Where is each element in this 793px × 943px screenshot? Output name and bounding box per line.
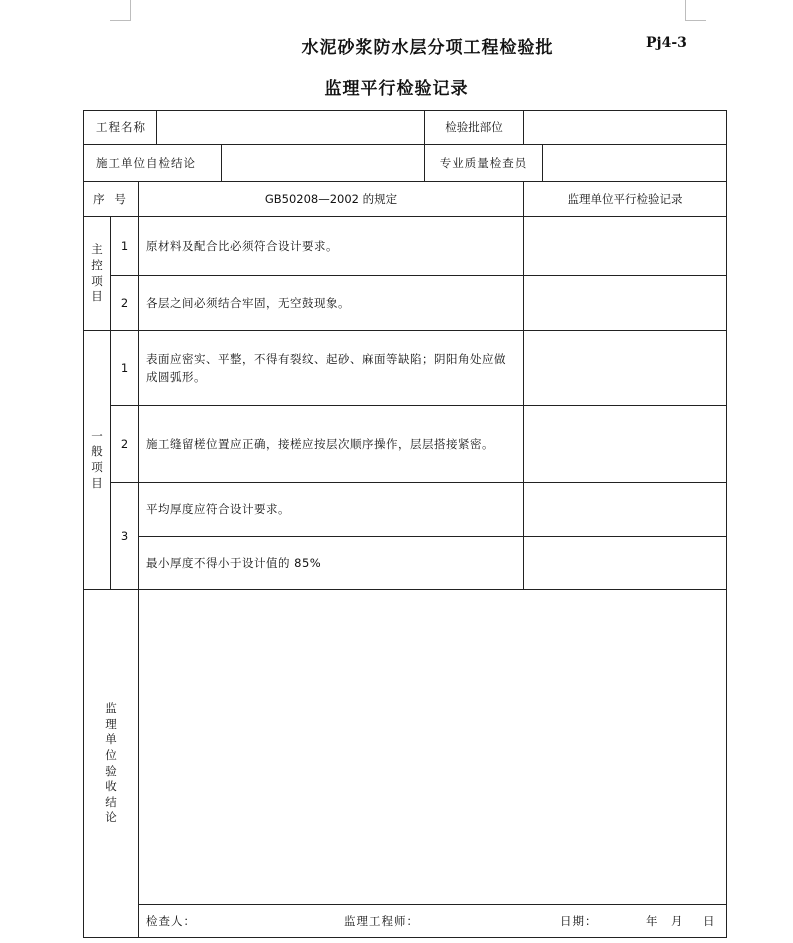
item-requirement: 最小厚度不得小于设计值的 85%	[139, 537, 524, 590]
date-year: 年	[646, 913, 659, 928]
item-number: 1	[111, 331, 139, 406]
batch-location-field[interactable]	[524, 111, 727, 145]
crop-mark-left	[110, 0, 131, 21]
item-number: 2	[111, 276, 139, 331]
main-control-group-label: 主 控 项 目	[84, 217, 111, 331]
col-record-header: 监理单位平行检验记录	[524, 182, 727, 217]
supervision-conclusion-body[interactable]	[139, 590, 727, 905]
date-month: 月	[671, 913, 684, 928]
item-number: 3	[111, 483, 139, 590]
record-cell[interactable]	[524, 483, 727, 537]
col-seq-header: 序 号	[84, 182, 139, 217]
contractor-conclusion-label: 施工单位自检结论	[84, 145, 222, 182]
general-item-row	[84, 406, 727, 483]
signature-line	[139, 905, 727, 938]
general-item-row	[84, 483, 727, 537]
general-item-row	[84, 331, 727, 406]
item-requirement: 原材料及配合比必须符合设计要求。	[139, 217, 524, 276]
header-row	[84, 182, 727, 217]
inspector-label: 检查人：	[146, 913, 196, 928]
main-item-row	[84, 276, 727, 331]
batch-location-label: 检验批部位	[425, 111, 524, 145]
record-cell[interactable]	[524, 406, 727, 483]
record-cell[interactable]	[524, 276, 727, 331]
project-name-label: 工程名称	[84, 111, 157, 145]
general-group-label: 一 般 项 目	[84, 331, 111, 590]
signature-row	[84, 905, 727, 938]
conclusion-row	[84, 145, 727, 182]
quality-inspector-label: 专业质量检查员	[425, 145, 543, 181]
crop-mark-right	[685, 0, 706, 21]
date-day: 日	[703, 913, 716, 928]
engineer-label: 监理工程师：	[344, 913, 419, 928]
project-row	[84, 111, 727, 145]
item-number: 1	[111, 217, 139, 276]
record-cell[interactable]	[524, 331, 727, 406]
record-cell[interactable]	[524, 537, 727, 590]
quality-inspector-field[interactable]	[543, 145, 726, 181]
item-requirement: 施工缝留槎位置应正确，接槎应按层次顺序操作，层层搭接紧密。	[139, 406, 524, 483]
inspection-record-table	[83, 110, 727, 938]
document-title: 水泥砂浆防水层分项工程检验批	[301, 38, 554, 58]
item-requirement: 平均厚度应符合设计要求。	[139, 483, 524, 537]
supervision-conclusion-row	[84, 590, 727, 905]
item-number: 2	[111, 406, 139, 483]
contractor-conclusion-field[interactable]	[222, 145, 425, 182]
supervision-conclusion-label: 监 理 单 位 验 收 结 论	[84, 590, 139, 938]
main-item-row	[84, 217, 727, 276]
col-standard-header: GB50208—2002 的规定	[139, 182, 524, 217]
date-label: 日期：	[560, 913, 598, 928]
document-subtitle: 监理平行检验记录	[324, 79, 469, 99]
form-code: Pj4-3	[646, 35, 687, 51]
project-name-field[interactable]	[157, 111, 425, 145]
general-item-row	[84, 537, 727, 590]
item-requirement: 表面应密实、平整，不得有裂纹、起砂、麻面等缺陷；阴阳角处应做成圆弧形。	[139, 331, 524, 406]
record-cell[interactable]	[524, 217, 727, 276]
item-requirement: 各层之间必须结合牢固，无空鼓现象。	[139, 276, 524, 331]
